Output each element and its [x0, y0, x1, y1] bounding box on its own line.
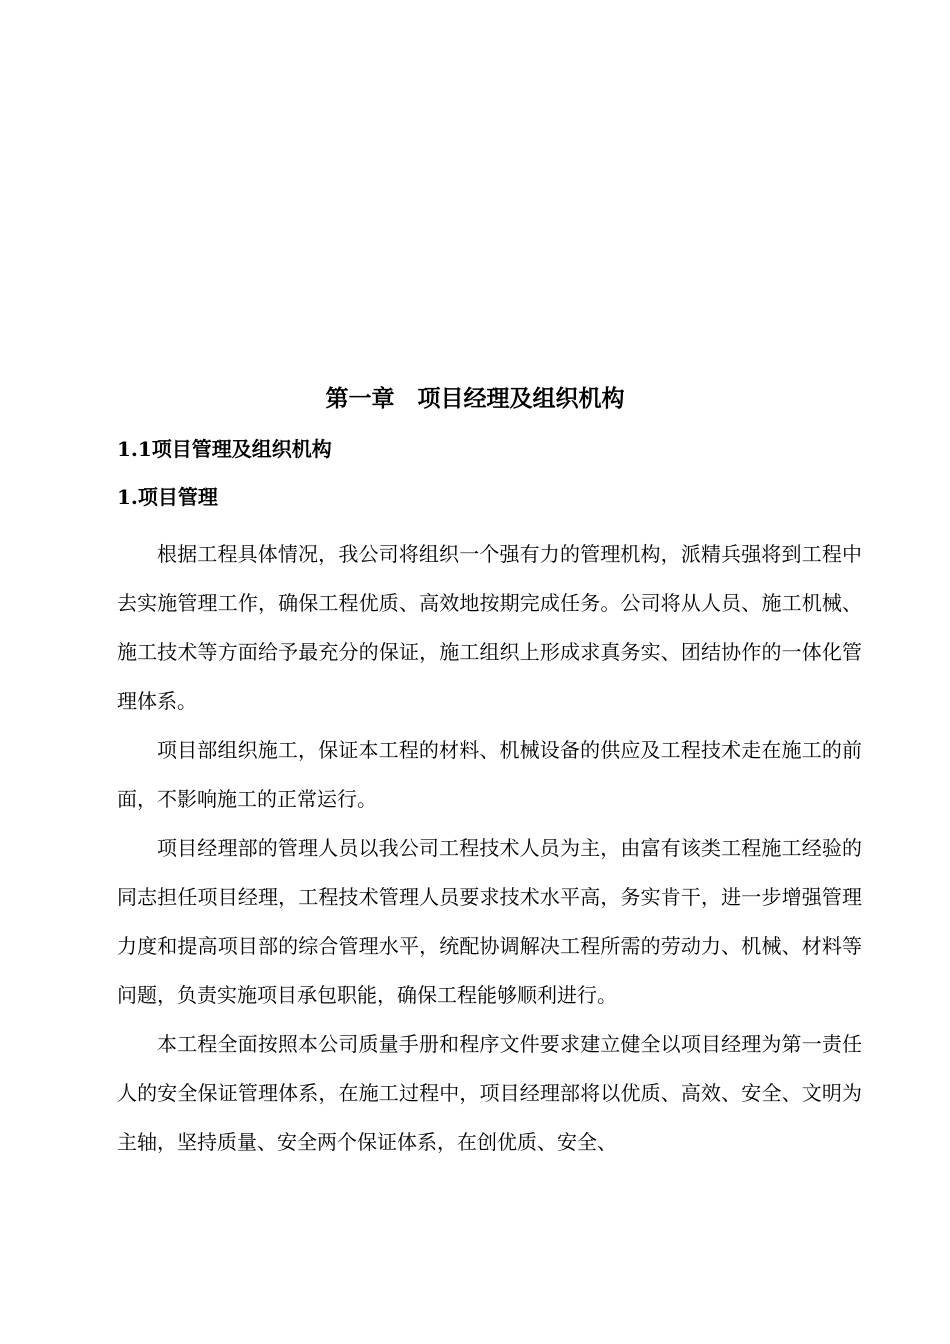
paragraph: 项目经理部的管理人员以我公司工程技术人员为主，由富有该类工程施工经验的同志担任项目经理，工程技术管理人员要求技术水平高，务实肯干，进一步增强管理力度和提高项目部的综合管理水平，统配协调解决工程所需的劳动力、机械、材料等问题，负责实施项目承包职能，确保工程能够顺利进行。	[117, 836, 862, 1007]
section-heading: 1.1项目管理及组织机构	[117, 437, 332, 461]
subsection-heading: 1.项目管理	[117, 485, 218, 509]
paragraph: 项目部组织施工，保证本工程的材料、机械设备的供应及工程技术走在施工的前面，不影响施工的正常运行。	[117, 738, 862, 811]
paragraph: 本工程全面按照本公司质量手册和程序文件要求建立健全以项目经理为第一责任人的安全保证管理体系，在施工过程中，项目经理部将以优质、高效、安全、文明为主轴，坚持质量、安全两个保证体系，在创优质、安全、	[117, 1032, 862, 1154]
paragraph: 根据工程具体情况，我公司将组织一个强有力的管理机构，派精兵强将到工程中去实施管理工作，确保工程优质、高效地按期完成任务。公司将从人员、施工机械、施工技术等方面给予最充分的保证，施工组织上形成求真务实、团结协作的一体化管理体系。	[117, 542, 862, 713]
body-text	[117, 530, 862, 1167]
chapter-title: 第一章 项目经理及组织机构	[325, 385, 625, 412]
